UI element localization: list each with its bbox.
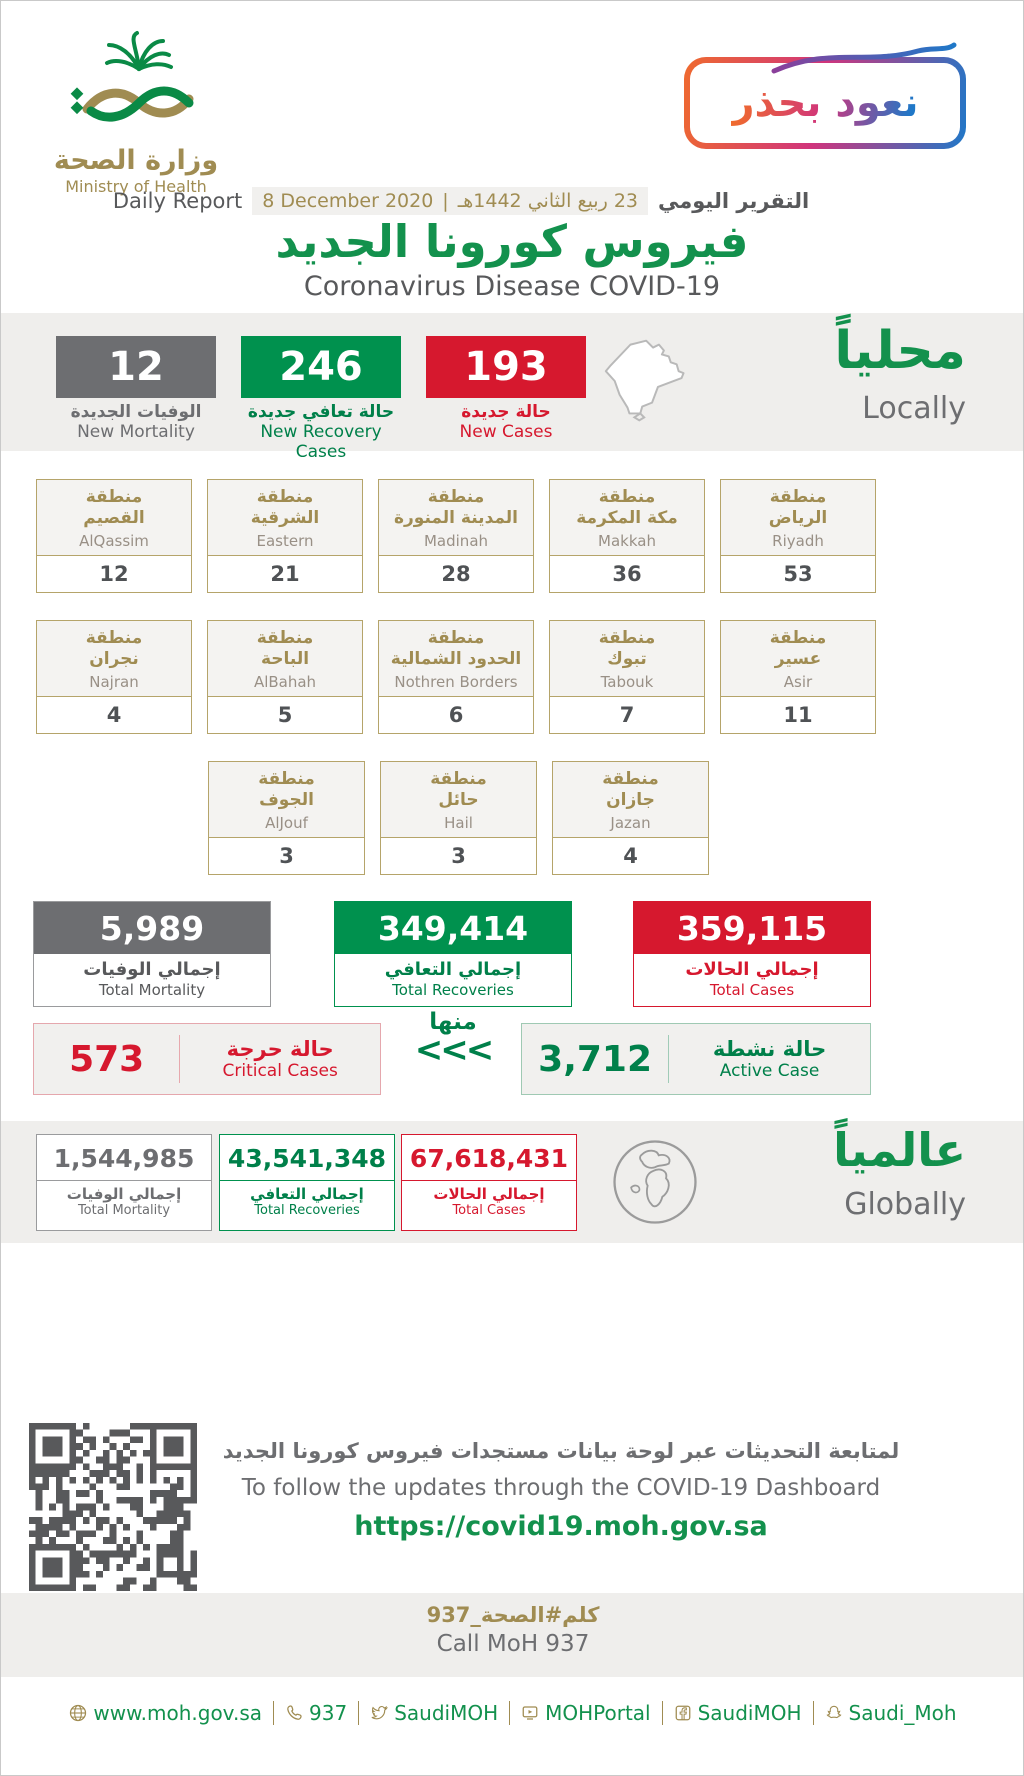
critical-cases-label-ar: حالة حرجة (226, 1037, 334, 1061)
locally-label-en: Locally (862, 391, 966, 426)
region-name-ar: الحدود الشمالية (390, 649, 522, 670)
region-value: 28 (441, 562, 471, 586)
region-name-ar: الجوف (259, 790, 314, 811)
footer-facebook-label: SaudiMOH (697, 1701, 802, 1725)
region-name-ar: الشرقية (250, 508, 320, 529)
global-mortality-box (36, 1134, 212, 1231)
region-prefix-ar: منطقة (256, 628, 314, 648)
region-value: 36 (612, 562, 642, 586)
region-card-tabouk (549, 620, 705, 734)
active-cases-label-ar: حالة نشطة (712, 1037, 827, 1061)
region-prefix-ar: منطقة (256, 487, 314, 507)
global-cases-value: 67,618,431 (409, 1144, 569, 1173)
divider (813, 1701, 814, 1725)
divider (509, 1701, 510, 1725)
global-recoveries-label-en: Total Recoveries (254, 1203, 360, 1218)
region-row-3 (208, 761, 876, 875)
region-prefix-ar: منطقة (85, 487, 143, 507)
critical-cases-value: 573 (69, 1038, 145, 1080)
divider (402, 1180, 576, 1181)
total-recoveries-box (334, 901, 572, 1007)
region-value: 7 (619, 703, 635, 727)
critical-cases-box (33, 1023, 381, 1095)
dashboard-line-en: To follow the updates through the COVID-19 Dashboard (241, 1475, 881, 1501)
new-recovery-labels (241, 402, 401, 462)
region-name-en: AlBahah (253, 672, 317, 691)
divider (37, 1180, 211, 1181)
region-card-albahah (207, 620, 363, 734)
new-recovery-label-ar: حالة تعافي جديدة (247, 402, 395, 422)
global-mortality-label-ar: إجمالي الوفيات (66, 1185, 182, 1203)
total-mortality-box (33, 901, 271, 1007)
active-cases-box (521, 1023, 871, 1095)
badge-text: نعود بحذر (731, 80, 919, 126)
region-name-ar: تبوك (607, 649, 647, 670)
total-mortality-label-ar: إجمالي الوفيات (83, 959, 221, 980)
date-highlight (252, 187, 648, 215)
locally-label-ar: محلياً (834, 321, 966, 381)
footer-facebook-link[interactable] (674, 1701, 802, 1725)
region-card-jazan (552, 761, 709, 875)
region-name-ar: عسير (774, 649, 822, 670)
hijri-date: 23 ربيع الثاني 1442هـ (457, 190, 638, 212)
region-name-en: AlQassim (79, 531, 149, 550)
region-prefix-ar: منطقة (427, 628, 485, 648)
call-moh-label-en: Call MoH 937 (436, 1631, 590, 1657)
footer-snapchat-label: Saudi_Moh (848, 1701, 957, 1725)
region-card-riyadh (720, 479, 876, 593)
region-name-en: Madinah (423, 531, 489, 550)
active-cases-label-en: Active Case (719, 1061, 820, 1081)
region-prefix-ar: منطقة (598, 628, 656, 648)
global-recoveries-label-ar: إجمالي التعافي (250, 1185, 364, 1203)
daily-report-label-ar: التقرير اليومي (658, 189, 810, 213)
region-name-en: Tabouk (600, 672, 654, 691)
region-name-en: Eastern (256, 531, 314, 550)
gregorian-date: 8 December 2020 (262, 190, 434, 212)
chevrons-icon: <<< (414, 1030, 492, 1070)
region-card-makkah (549, 479, 705, 593)
saudi-arabia-map-icon (597, 325, 715, 437)
footer-website-link[interactable] (69, 1701, 262, 1725)
region-value: 53 (783, 562, 813, 586)
region-row-2 (36, 620, 876, 734)
of-which-indicator (403, 1009, 503, 1070)
region-cards-grid (36, 479, 876, 902)
date-separator: | (442, 190, 449, 212)
region-card-najran (36, 620, 192, 734)
region-value: 12 (99, 562, 129, 586)
total-mortality-label-en: Total Mortality (98, 981, 206, 999)
new-recovery-label-en: New Recovery Cases (260, 422, 382, 462)
dashboard-line-ar: لمتابعة التحديثات عبر لوحة بيانات مستجدات فيروس كورونا الجديد (222, 1439, 900, 1463)
region-card-alqassim (36, 479, 192, 593)
total-cases-box (633, 901, 871, 1007)
footer-website-label: www.moh.gov.sa (93, 1701, 262, 1725)
footer-phone-label: 937 (309, 1701, 348, 1725)
logo-english-text: Ministry of Health (65, 177, 207, 196)
new-cases-labels (426, 402, 586, 442)
dashboard-info (211, 1439, 911, 1542)
region-value: 5 (277, 703, 293, 727)
region-name-en: Hail (444, 813, 473, 832)
region-prefix-ar: منطقة (258, 769, 315, 789)
region-prefix-ar: منطقة (598, 487, 656, 507)
page-title-english: Coronavirus Disease COVID-19 (303, 271, 721, 302)
new-recovery-value: 246 (241, 336, 401, 398)
call-moh-label-ar: كلم#الصحة_937 (426, 1603, 600, 1627)
total-mortality-value: 5,989 (34, 902, 270, 954)
region-card-northern-borders (378, 620, 534, 734)
return-with-caution-badge (684, 57, 966, 149)
daily-report-label-en: Daily Report (112, 189, 243, 213)
region-value: 11 (783, 703, 813, 727)
region-name-ar: حائل (438, 790, 479, 811)
badge-inner (690, 63, 960, 143)
critical-cases-label-en: Critical Cases (222, 1061, 338, 1081)
badge-swoosh-icon (768, 41, 958, 75)
region-card-aljouf (208, 761, 365, 875)
new-cases-value: 193 (426, 336, 586, 398)
local-stats-band (1, 313, 1024, 462)
region-name-ar: جازان (606, 790, 655, 811)
globe-icon (609, 1135, 701, 1229)
new-cases-label-ar: حالة جديدة (461, 402, 551, 422)
region-card-eastern (207, 479, 363, 593)
twitter-icon (370, 1704, 388, 1722)
total-recoveries-label-en: Total Recoveries (392, 981, 514, 999)
divider (273, 1701, 274, 1725)
critical-active-row (1, 1009, 1024, 1099)
region-value: 4 (106, 703, 122, 727)
region-name-en: AlJouf (265, 813, 308, 832)
footer-links (1, 1701, 1024, 1725)
region-name-en: Makkah (598, 531, 656, 550)
region-row-1 (36, 479, 876, 593)
region-prefix-ar: منطقة (427, 487, 485, 507)
new-mortality-label-ar: الوفيات الجديدة (70, 402, 202, 422)
new-mortality-value: 12 (56, 336, 216, 398)
region-name-en: Asir (783, 672, 813, 691)
global-cases-label-ar: إجمالي الحالات (433, 1185, 545, 1203)
new-cases-label-en: New Cases (459, 422, 553, 442)
moh-palm-logo-icon (61, 27, 211, 139)
region-name-ar: القصيم (83, 508, 145, 529)
footer-portal-label: MOHPortal (545, 1701, 651, 1725)
region-prefix-ar: منطقة (769, 487, 827, 507)
region-name-ar: مكة المكرمة (576, 508, 678, 529)
global-recoveries-box (219, 1134, 395, 1231)
region-name-ar: الرياض (768, 508, 828, 529)
region-name-en: Nothren Borders (394, 672, 518, 691)
region-value: 6 (448, 703, 464, 727)
region-card-hail (380, 761, 537, 875)
logo-arabic-text: وزارة الصحة (53, 145, 219, 176)
phone-icon (285, 1704, 303, 1722)
region-name-en: Riyadh (772, 531, 824, 550)
global-mortality-label-en: Total Mortality (77, 1203, 171, 1218)
global-stats-band (1, 1121, 1024, 1243)
region-name-en: Najran (89, 672, 139, 691)
region-value: 3 (279, 844, 294, 868)
region-card-madinah (378, 479, 534, 593)
footer-twitter-link[interactable] (370, 1701, 498, 1725)
region-value: 3 (451, 844, 466, 868)
region-name-ar: الباحة (260, 649, 310, 670)
region-name-ar: نجران (89, 649, 139, 670)
global-cases-box (401, 1134, 577, 1231)
total-recoveries-value: 349,414 (335, 902, 571, 954)
globally-label-en: Globally (844, 1187, 966, 1222)
moh-logo (51, 27, 221, 196)
footer-twitter-label: SaudiMOH (394, 1701, 499, 1725)
report-dateline (1, 187, 921, 215)
region-prefix-ar: منطقة (769, 628, 827, 648)
divider (662, 1701, 663, 1725)
portal-icon (521, 1704, 539, 1722)
region-card-asir (720, 620, 876, 734)
snapchat-icon (825, 1704, 843, 1722)
total-cases-label-en: Total Cases (709, 981, 795, 999)
of-which-label: منها (429, 1009, 477, 1035)
region-prefix-ar: منطقة (602, 769, 659, 789)
region-prefix-ar: منطقة (430, 769, 487, 789)
divider (220, 1180, 394, 1181)
new-mortality-labels (56, 402, 216, 442)
globally-label-ar: عالمياً (833, 1123, 966, 1177)
active-cases-value: 3,712 (538, 1038, 653, 1080)
footer-phone-link[interactable] (285, 1701, 347, 1725)
total-cases-label-ar: إجمالي الحالات (685, 959, 819, 980)
divider (358, 1701, 359, 1725)
dashboard-url-link[interactable]: https://covid19.moh.gov.sa (354, 1511, 768, 1542)
global-recoveries-value: 43,541,348 (227, 1144, 387, 1173)
global-mortality-value: 1,544,985 (53, 1144, 195, 1173)
page-title-arabic: فيروس كورونا الجديد (275, 215, 749, 268)
region-prefix-ar: منطقة (85, 628, 143, 648)
region-value: 21 (270, 562, 300, 586)
qr-code (29, 1423, 197, 1595)
footer-snapchat-link[interactable] (825, 1701, 957, 1725)
global-cases-label-en: Total Cases (452, 1203, 526, 1218)
total-cases-value: 359,115 (634, 902, 870, 954)
call-moh-band (1, 1593, 1024, 1677)
new-mortality-label-en: New Mortality (77, 422, 195, 442)
total-recoveries-label-ar: إجمالي التعافي (384, 959, 522, 980)
globe-icon (69, 1704, 87, 1722)
region-name-ar: المدينة المنورة (393, 508, 518, 529)
region-name-en: Jazan (610, 813, 651, 832)
facebook-icon (674, 1704, 692, 1722)
region-value: 4 (623, 844, 638, 868)
footer-portal-link[interactable] (521, 1701, 651, 1725)
